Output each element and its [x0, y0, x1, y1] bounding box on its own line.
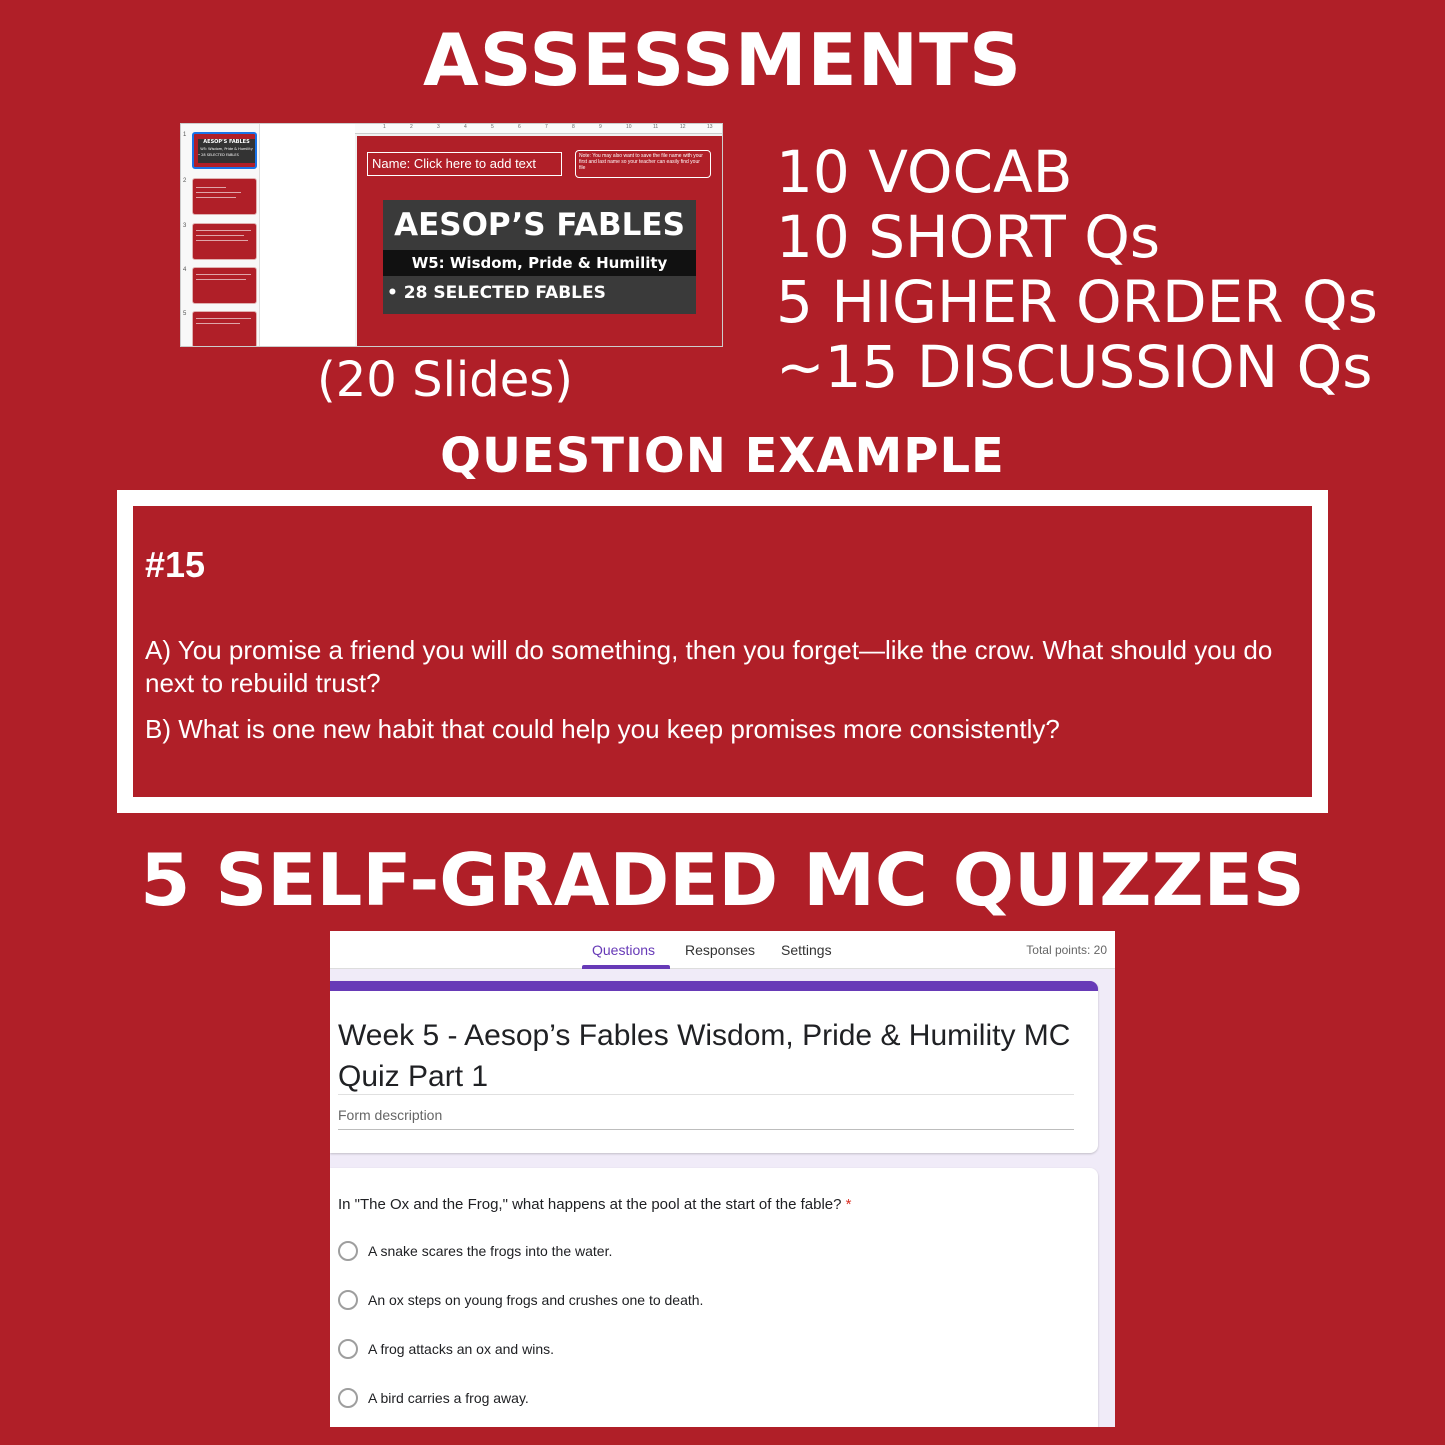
thumb-number: 3: [183, 223, 187, 229]
option-label: A bird carries a frog away.: [368, 1390, 529, 1406]
option-label: A snake scares the frogs into the water.: [368, 1243, 613, 1259]
count-vocab: 10 VOCAB: [776, 138, 1073, 206]
slide-filmstrip: [181, 124, 259, 347]
ruler-tick: 1: [383, 124, 386, 130]
slide-thumbnail[interactable]: [192, 178, 257, 215]
form-title[interactable]: Week 5 - Aesop’s Fables Wisdom, Pride & Humility MC Quiz Part 1: [338, 1019, 1071, 1093]
slides-count-caption: (20 Slides): [317, 352, 573, 408]
ruler-tick: 7: [545, 124, 548, 130]
ruler-tick: 2: [410, 124, 413, 130]
total-points: Total points: 20: [1026, 943, 1107, 957]
question-part-a: A) You promise a friend you will do something, then you forget—like the crow. What should you do next to rebuild trust?: [145, 635, 1273, 698]
slide-canvas: [357, 136, 723, 347]
slide-editor-preview: [180, 123, 723, 347]
question-number: #15: [145, 544, 206, 585]
slide-title: AESOP’S FABLES: [383, 200, 696, 250]
active-tab-indicator: [582, 965, 670, 969]
form-description-input[interactable]: Form description: [338, 1107, 443, 1123]
note-textbox: Note: You may also want to save the file name with your first and last name so your teacher can easily find your file: [575, 150, 711, 178]
question-example-slide: [133, 506, 1312, 797]
ruler-tick: 8: [572, 124, 575, 130]
question-part-b: B) What is one new habit that could help you keep promises more consistently?: [145, 714, 1060, 744]
question-card: [330, 1168, 1098, 1427]
name-textbox[interactable]: Name: Click here to add text: [367, 152, 562, 176]
required-marker: *: [845, 1196, 852, 1213]
divider: [338, 1129, 1074, 1130]
option-label: A frog attacks an ox and wins.: [368, 1341, 554, 1357]
radio-button[interactable]: [338, 1388, 358, 1408]
thumb-subtitle: W5: Wisdom, Pride & Humility: [200, 147, 253, 151]
ruler-tick: 13: [707, 124, 713, 130]
ruler-tick: 4: [464, 124, 467, 130]
thumb-number: 1: [183, 132, 187, 138]
thumb-number: 5: [183, 311, 187, 317]
form-tab-bar: [330, 931, 1115, 969]
answer-option[interactable]: [338, 1338, 1078, 1360]
question-example-frame: [117, 490, 1328, 813]
question-text: In "The Ox and the Frog," what happens at the pool at the start of the fable?: [338, 1196, 842, 1213]
radio-button[interactable]: [338, 1241, 358, 1261]
thumb-number: 4: [183, 267, 187, 273]
assessments-heading: ASSESSMENTS: [423, 18, 1022, 102]
form-title-card: [330, 981, 1098, 1153]
tab-settings[interactable]: Settings: [781, 942, 832, 958]
ruler-tick: 12: [680, 124, 686, 130]
question-example-heading: QUESTION EXAMPLE: [440, 428, 1005, 484]
divider: [338, 1094, 1074, 1095]
thumb-title-block: [198, 139, 255, 163]
option-label: An ox steps on young frogs and crushes one to death.: [368, 1292, 704, 1308]
answer-option[interactable]: [338, 1289, 1078, 1311]
ruler-tick: 6: [518, 124, 521, 130]
editor-workspace: [259, 124, 355, 347]
ruler-tick: 3: [437, 124, 440, 130]
thumb-title: AESOP'S FABLES: [203, 139, 250, 145]
slide-thumbnail[interactable]: [192, 267, 257, 304]
google-form-preview: [330, 931, 1115, 1427]
thumb-number: 2: [183, 178, 187, 184]
slide-subtitle: W5: Wisdom, Pride & Humility: [383, 250, 696, 276]
thumb-bullet: • 28 SELECTED FABLES: [198, 153, 239, 157]
ruler-tick: 5: [491, 124, 494, 130]
question-title[interactable]: [338, 1196, 851, 1213]
count-higher-order-questions: 5 HIGHER ORDER Qs: [776, 268, 1378, 336]
tab-questions[interactable]: Questions: [592, 942, 656, 958]
tab-responses[interactable]: Responses: [685, 942, 756, 958]
ruler-tick: 10: [626, 124, 632, 130]
answer-option[interactable]: [338, 1387, 1078, 1409]
count-discussion-questions: ~15 DISCUSSION Qs: [776, 333, 1373, 401]
slide-title-block: [383, 200, 696, 314]
slide-thumbnail[interactable]: [192, 311, 257, 347]
ruler: [355, 124, 722, 134]
count-short-questions: 10 SHORT Qs: [776, 203, 1161, 271]
slide-thumbnail[interactable]: [192, 132, 257, 169]
ruler-tick: 9: [599, 124, 602, 130]
quizzes-heading: 5 SELF-GRADED MC QUIZZES: [140, 838, 1305, 922]
assessment-counts: [776, 140, 1378, 400]
ruler-tick: 11: [653, 124, 659, 130]
radio-button[interactable]: [338, 1290, 358, 1310]
slide-thumbnail[interactable]: [192, 223, 257, 260]
answer-option[interactable]: [338, 1240, 1078, 1262]
radio-button[interactable]: [338, 1339, 358, 1359]
slide-bullet: • 28 SELECTED FABLES: [383, 276, 696, 314]
